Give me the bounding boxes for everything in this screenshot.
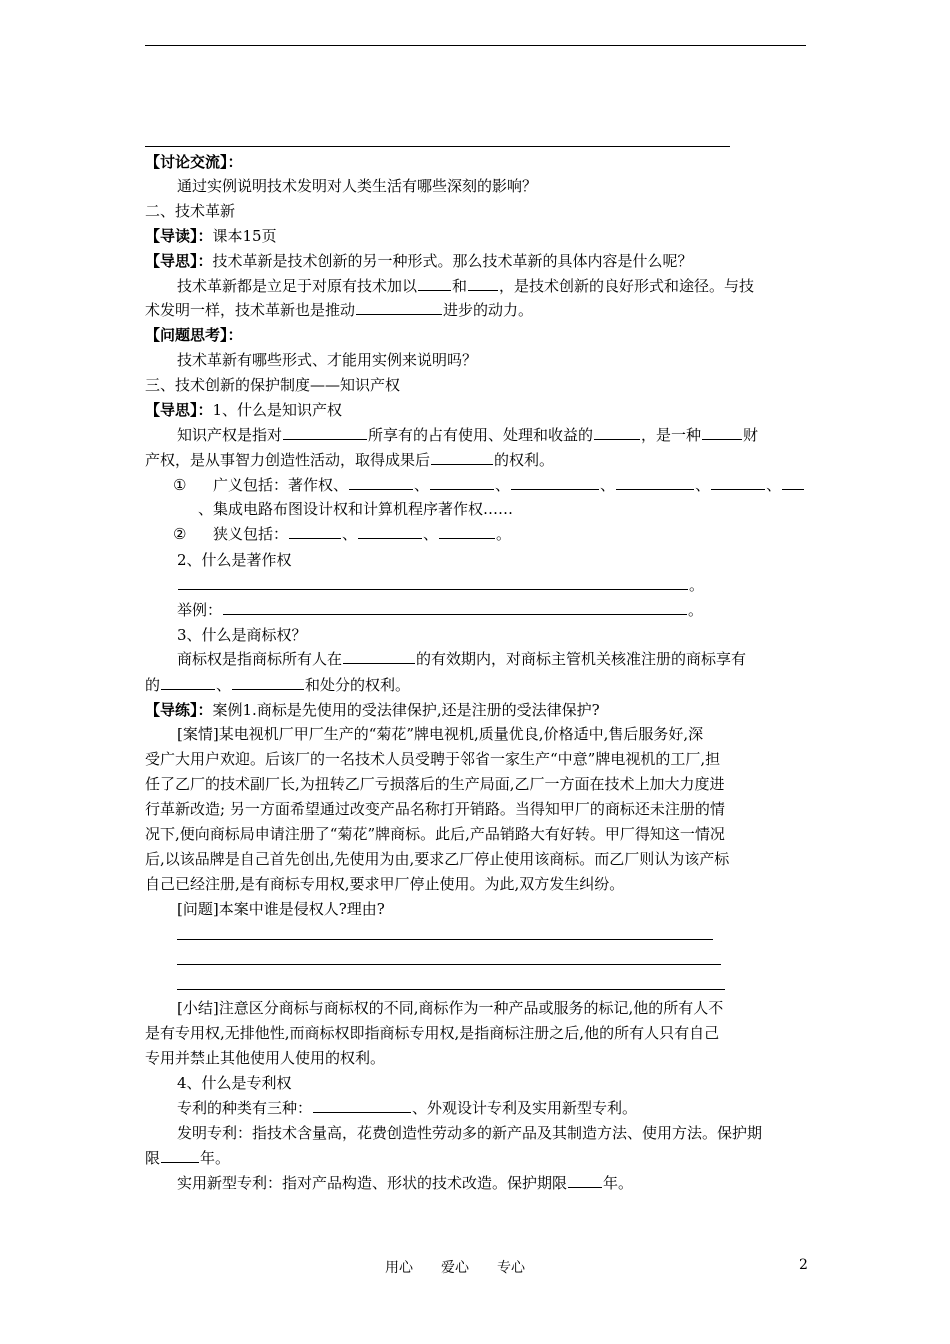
text-line: 3、什么是商标权？ (177, 626, 307, 644)
blank[interactable] (349, 473, 413, 490)
text-line: 通过实例说明技术发明对人类生活有哪些深刻的影响？ (177, 177, 538, 195)
blank[interactable] (178, 573, 688, 590)
blank[interactable] (702, 423, 742, 440)
summary-text: 专用并禁止其他使用人使用的权利。 (145, 1049, 386, 1067)
blank[interactable] (594, 423, 640, 440)
section-heading: 二、技术革新 (145, 202, 236, 220)
fill-line: 产权，是从事智力创造性活动，取得成果后 的权利。 (0, 448, 950, 472)
summary-text: 是有专用权,无排他性,而商标权即指商标专用权,是指商标注册之后,他的所有人只有自己 (145, 1024, 720, 1042)
broad-ip-list: ① 广义包括：著作权、 、 、 、 、 、 (0, 473, 950, 497)
blank[interactable] (616, 473, 694, 490)
fill-line: 技术革新都是立足于对原有技术加以 和 ，是技术创新的良好形式和途径。与技 (0, 274, 950, 298)
blank[interactable] (782, 473, 804, 490)
text-line: 技术革新有哪些形式、才能用实例来说明吗？ (177, 351, 478, 369)
guide-practice: 【导练】：案例1.商标是先使用的受法律保护,还是注册的受法律保护? (145, 701, 600, 719)
discussion-heading: 【讨论交流】： (145, 153, 243, 171)
blank[interactable] (439, 522, 495, 539)
blank[interactable] (232, 673, 304, 690)
blank[interactable] (313, 1096, 411, 1113)
answer-line[interactable] (177, 964, 721, 965)
guide-think: 【导思】：1、什么是知识产权 (145, 401, 343, 419)
blank[interactable] (283, 423, 367, 440)
fill-line: 实用新型专利：指对产品构造、形状的技术改造。保护期限 年。 (0, 1171, 950, 1195)
summary-text: [小结]注意区分商标与商标权的不同,商标作为一种产品或服务的标记,他的所有人不 (177, 999, 724, 1017)
case-text: 任了乙厂的技术副厂长,为扭转乙厂亏损落后的生产局面,乙厂一方面在技术上加大力度进 (145, 775, 725, 793)
blank[interactable] (431, 448, 493, 465)
blank[interactable] (711, 473, 765, 490)
fill-line: 专利的种类有三种： 、外观设计专利及实用新型专利。 (0, 1096, 950, 1120)
footer-slogan: 用心 爱心 专心 (385, 1260, 525, 1276)
case-question: [问题]本案中谁是侵权人?理由? (177, 900, 385, 918)
guide-think: 【导思】：技术革新是技术创新的另一种形式。那么技术革新的具体内容是什么呢？ (145, 252, 693, 270)
case-text: 行革新改造; 另一方面希望通过改变产品名称打开销路。当得知甲厂的商标还未注册的情 (145, 800, 725, 818)
answer-line[interactable] (177, 939, 713, 940)
question-heading: 【问题思考】： (145, 326, 243, 344)
fill-line: 限 年。 (0, 1146, 950, 1170)
section-heading: 三、技术创新的保护制度——知识产权 (145, 376, 401, 394)
fill-line: 知识产权是指对 所享有的占有使用、处理和收益的 ，是一种 财 (0, 423, 950, 447)
page-number: 2 (799, 1257, 808, 1273)
guide-read: 【导读】：课本15页 (145, 227, 277, 245)
text-line: 4、什么是专利权 (177, 1074, 292, 1092)
blank[interactable] (430, 473, 494, 490)
blank[interactable] (511, 473, 599, 490)
text-line: 、集成电路布图设计权和计算机程序著作权…… (198, 500, 514, 518)
blank[interactable] (468, 274, 498, 291)
case-text: [案情]某电视机厂甲厂生产的“菊花”牌电视机,质量优良,价格适中,售后服务好,深 (177, 725, 704, 743)
fill-line: 的 、 和处分的权利。 (0, 673, 950, 697)
text-line: 2、什么是著作权 (177, 551, 292, 569)
case-text: 受广大用户欢迎。后该厂的一名技术人员受聘于邻省一家生产“中意”牌电视机的工厂,担 (145, 750, 721, 768)
header-rule (145, 45, 806, 46)
blank[interactable] (418, 274, 451, 291)
case-text: 后,以该品牌是自己首先创出,先使用为由,要求乙厂停止使用该商标。而乙厂则认为该产标 (145, 850, 730, 868)
text-line: 发明专利：指技术含量高，花费创造性劳动多的新产品及其制造方法、使用方法。保护期 (177, 1124, 763, 1142)
blank[interactable] (343, 647, 415, 664)
blank[interactable] (289, 522, 341, 539)
blank[interactable] (568, 1171, 602, 1188)
narrow-ip-list: ② 狭义包括： 、 、 。 (0, 522, 950, 546)
blank[interactable] (161, 673, 215, 690)
fill-line: 举例： 。 (0, 598, 950, 622)
blank[interactable] (223, 598, 687, 615)
fill-line: 术发明一样，技术革新也是推动 进步的动力。 (0, 298, 950, 322)
blank[interactable] (358, 522, 422, 539)
answer-line (145, 146, 730, 147)
fill-line: 商标权是指商标所有人在 的有效期内，对商标主管机关核准注册的商标享有 (0, 647, 950, 671)
blank[interactable] (161, 1146, 199, 1163)
case-text: 自己已经注册,是有商标专用权,要求甲厂停止使用。为此,双方发生纠纷。 (145, 875, 625, 893)
fill-line: 。 (0, 573, 950, 597)
blank[interactable] (356, 298, 442, 315)
answer-line[interactable] (177, 989, 725, 990)
case-text: 况下,便向商标局申请注册了“菊花”牌商标。此后,产品销路大有好转。甲厂得知这一情况 (145, 825, 725, 843)
